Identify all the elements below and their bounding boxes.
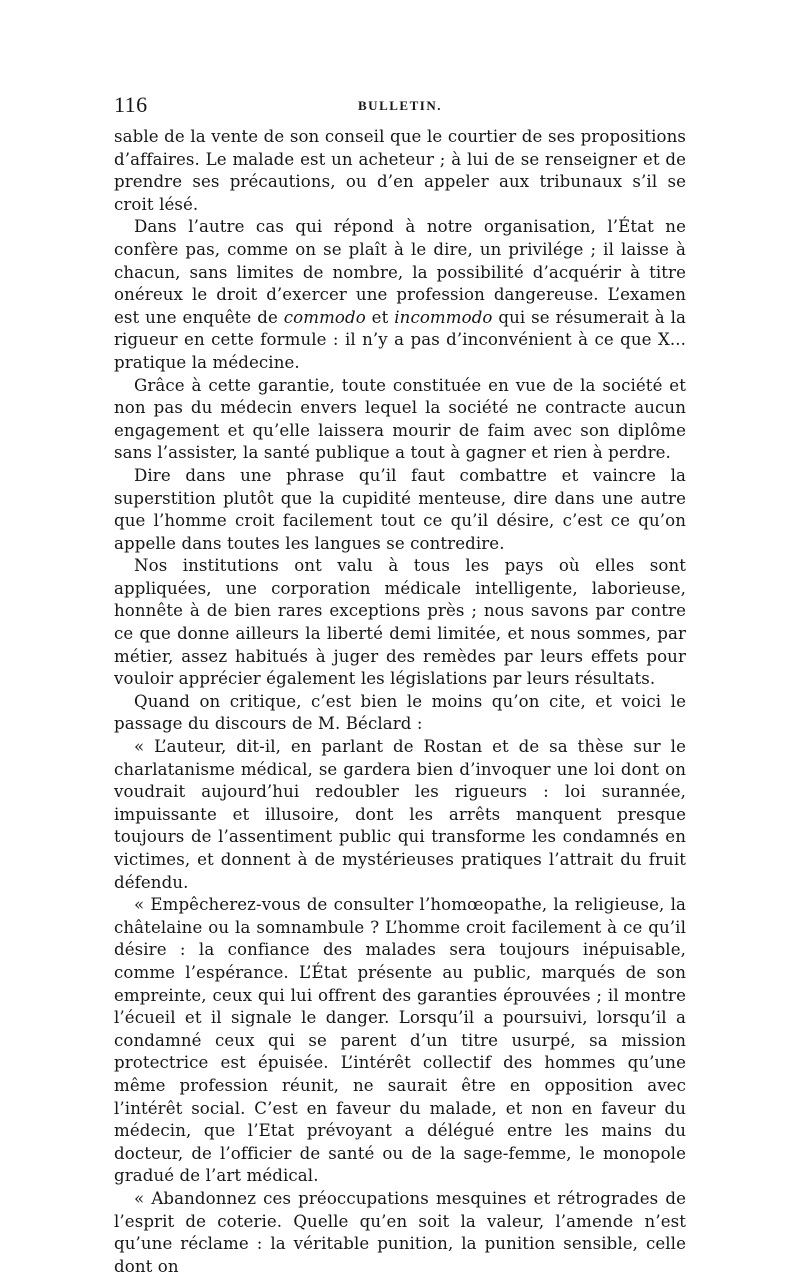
paragraph: Dire dans une phrase qu’il faut combattre et vaincre la superstition plutôt que la cupidité menteuse, dire dans une autre que l’homme croit facilement tout ce qu’il désire, c’est ce qu’on appelle dans toutes les langues se contredire. [114, 465, 686, 553]
quote-paragraph: « Empêcherez-vous de consulter l’homœopathe, la religieuse, la châtelaine ou la somnambule ? L’homme croit facilement à ce qu’il désire : la confiance des malades sera toujours inépuisable, comme l’espérance. L’État présente au public, marqués de son empreinte, ceux qui lui offrent des garanties éprouvées ; il montre l’écueil et il signale le danger. Lorsqu’il a poursuivi, lorsqu’il a condamné ceux qui se parent d’un titre usurpé, sa mission protectrice est épuisée. L’intérêt collectif des hommes qu’une même profession réunit, ne saurait être en opposition avec l’intérêt social. C’est en faveur du malade, et non en faveur du médecin, que l’Etat prévoyant a délégué entre les mains du docteur, de l’officier de santé ou de la sage-femme, le monopole gradué de l’art médical. [114, 895, 686, 1186]
paragraph-text: qui se résumerait à la rigueur en cette formule : il n’y a pas d’inconvénient à ce que X... pratique la médecine. [114, 307, 687, 372]
running-title: BULLETIN. [358, 98, 442, 113]
book-page [114, 92, 686, 1278]
quote-paragraph: « L’auteur, dit-il, en parlant de Rostan et de sa thèse sur le charlatanisme médical, se gardera bien d’invoquer une loi dont on voudrait aujourd’hui redoubler les rigueurs : loi surannée, impuissante et illusoire, dont les arrêts manquent presque toujours de l’assentiment public qui transforme les condamnés en victimes, et donnent à de mystérieuses pratiques l’attrait du fruit défendu. [114, 737, 686, 892]
paragraph-text: Dans l’autre cas qui répond à notre organisation, l’État ne confère pas, comme on se plaît à le dire, un privilége ; il laisse à chacun, sans limites de nombre, la possibilité d’acquérir à titre onéreux le droit d’exercer une profession dangereuse. L’examen est une enquête de [114, 217, 686, 327]
paragraph: sable de la vente de son conseil que le courtier de ses propositions d’affaires. Le malade est un acheteur ; à lui de se renseigner et de prendre ses précautions, ou d’en appeler aux tribunaux s’il se croit lésé. [114, 127, 686, 214]
italic-term: incommodo [394, 307, 493, 327]
paragraph: Grâce à cette garantie, toute constituée en vue de la société et non pas du médecin envers lequel la société ne contracte aucun engagement et qu’elle laissera mourir de faim avec son diplôme sans l’assister, la santé publique a tout à gagner et rien à perdre. [114, 375, 686, 463]
page-number: 116 [114, 92, 148, 117]
page-header [114, 92, 686, 126]
paragraph-text: et [365, 307, 395, 327]
quote-paragraph: « Abandonnez ces préoccupations mesquines et rétrogrades de l’esprit de coterie. Quelle qu’en soit la valeur, l’amende n’est qu’une réclame : la véritable punition, la punition sensible, celle dont on [114, 1188, 686, 1276]
paragraph: Quand on critique, c’est bien le moins qu’on cite, et voici le passage du discours de M. Béclard : [114, 691, 686, 734]
body-text [114, 126, 686, 1278]
paragraph [114, 216, 686, 374]
paragraph: Nos institutions ont valu à tous les pays où elles sont appliquées, une corporation médicale intelligente, laborieuse, honnête à de bien rares exceptions près ; nous savons par contre ce que donne ailleurs la liberté demi limitée, et nous sommes, par métier, assez habitués à juger des remèdes par leurs effets pour vouloir apprécier également les législations par leurs résultats. [114, 556, 686, 689]
italic-term: commodo [283, 307, 366, 327]
